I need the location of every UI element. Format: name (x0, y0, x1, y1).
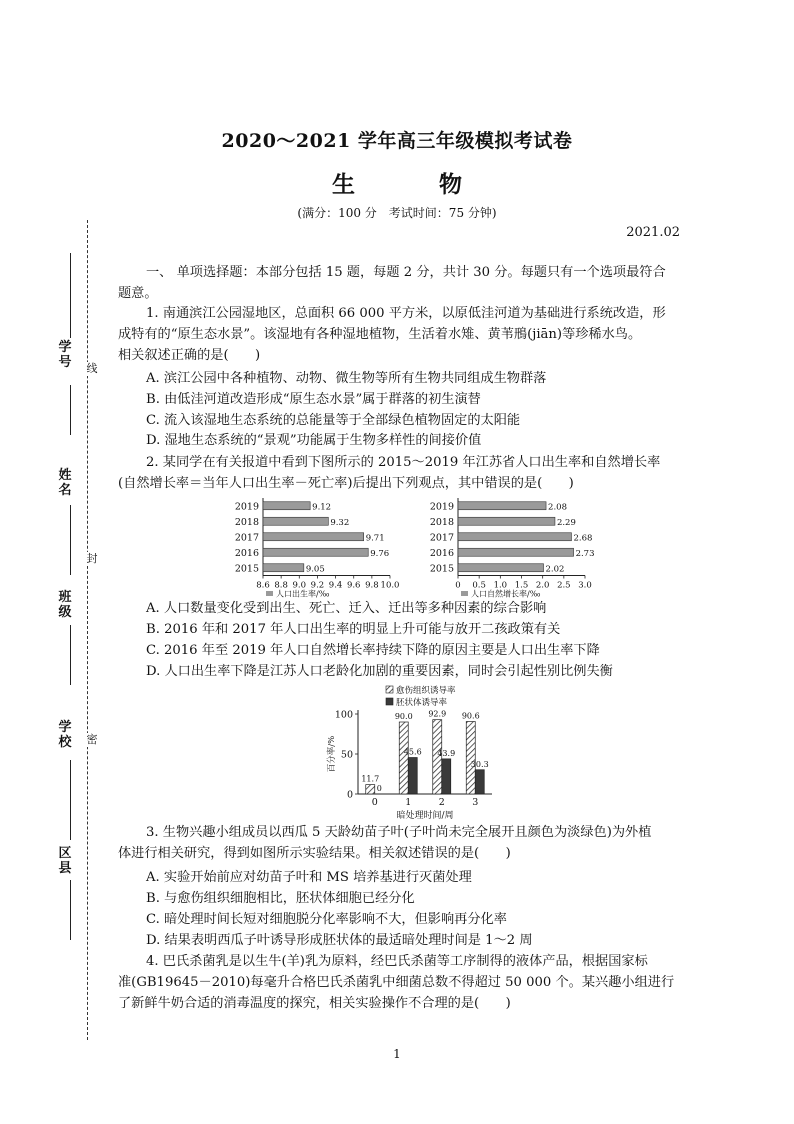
q3-stem-line1: 3. 生物兴趣小组成员以西瓜 5 天龄幼苗子叶(子叶尚未完全展开且颜色为淡绿色)为外植 (146, 825, 652, 840)
callus-value-label: 92.9 (428, 709, 447, 719)
growth-rate-bar (458, 548, 574, 556)
birth-rate-tick-label: 9.4 (328, 580, 343, 591)
binding-dashed-line (87, 220, 88, 1040)
growth-rate-category-label: 2018 (429, 516, 454, 528)
q1-option-c: C. 流入该湿地生态系统的总能量等于全部绿色植物固定的太阳能 (146, 413, 521, 428)
birth-rate-tick-label: 10.0 (380, 580, 400, 591)
q1-option-b: B. 由低洼河道改造形成“原生态水景”属于群落的初生演替 (146, 392, 481, 407)
callus-induction-bar (399, 722, 408, 794)
binding-mark-line: 线 (86, 362, 98, 375)
legend-solid-swatch (386, 698, 393, 705)
q2-option-a: A. 人口数量变化受到出生、死亡、迁入、迁出等多种因素的综合影响 (146, 601, 547, 616)
dark-chart-x-tick-label: 3 (472, 797, 479, 808)
binding-label-school: 学校 (58, 720, 72, 750)
growth-rate-x-label: 人口自然增长率/‰ (471, 589, 541, 599)
growth-rate-bar (458, 517, 555, 525)
binding-label-name: 姓名 (58, 468, 72, 498)
callus-value-label: 11.7 (361, 774, 380, 784)
birth-rate-value-label: 9.05 (305, 564, 325, 575)
birth-rate-chart (225, 494, 400, 599)
growth-rate-bar (458, 533, 571, 541)
binding-label-student-id: 学号 (58, 340, 72, 370)
subject-title: 生 物 (331, 171, 500, 198)
birth-rate-category-label: 2015 (234, 563, 259, 575)
legend-embryoid-label: 胚状体诱导率 (396, 698, 448, 708)
growth-rate-category-label: 2019 (429, 501, 454, 513)
growth-rate-category-label: 2017 (429, 532, 454, 544)
q4-stem-line1: 4. 巴氏杀菌乳是以生牛(羊)乳为原料，经巴氏杀菌等工序制得的液体产品，根据国家标 (146, 954, 648, 969)
birth-rate-bar (263, 548, 368, 556)
q1-stem-line2: 成特有的“原生态水景”。该湿地有各种湿地植物，生活着水雉、黄苇鳽(jiān)等珍稀水鸟。 (118, 327, 642, 342)
birth-rate-category-label: 2019 (234, 501, 259, 513)
growth-rate-tick-label: 2.0 (535, 580, 550, 591)
exam-title: 2020～2021 学年高三年级模拟考试卷 (221, 130, 573, 152)
birth-rate-bar (263, 533, 364, 541)
growth-rate-tick-label: 2.5 (557, 580, 571, 591)
school-underline (70, 760, 71, 840)
legend-hatch-swatch (386, 686, 393, 693)
birth-rate-value-label: 9.71 (365, 533, 385, 544)
dark-chart-y-tick-label: 100 (334, 709, 353, 721)
callus-value-label: 90.6 (461, 711, 480, 721)
q2-stem-line2: (自然增长率＝当年人口出生率－死亡率)后提出下列观点，其中错误的是( ) (118, 476, 574, 491)
embryoid-value-label: 43.9 (437, 748, 456, 758)
embryoid-value-label: 30.3 (470, 759, 489, 769)
binding-mark-secret: 密 (86, 733, 98, 746)
dark-chart-x-tick-label: 1 (405, 797, 412, 808)
q1-stem-line1: 1. 南通滨江公园湿地区，总面积 66 000 平方米，以原低洼河道为基础进行系统改造，形 (146, 306, 666, 321)
binding-label-district: 区县 (58, 846, 72, 876)
q1-option-a: A. 滨江公园中各种植物、动物、微生物等所有生物共同组成生物群落 (146, 371, 547, 386)
birth-rate-x-label: 人口出生率/‰ (276, 589, 330, 599)
q1-stem-line3: 相关叙述正确的是( ) (118, 348, 261, 363)
district-underline (70, 880, 71, 940)
dark-treatment-chart (320, 682, 520, 824)
growth-rate-value-label: 2.02 (545, 564, 565, 575)
dark-chart-y-label: 百分率/% (327, 735, 337, 773)
q3-option-b: B. 与愈伤组织细胞相比，胚状体细胞已经分化 (146, 891, 415, 906)
q3-option-c: C. 暗处理时间长短对细胞脱分化率影响不大，但影响再分化率 (146, 912, 507, 927)
callus-value-label: 90.0 (394, 712, 413, 721)
q3-option-d: D. 结果表明西瓜子叶诱导形成胚状体的最适暗处理时间是 1～2 周 (146, 933, 533, 948)
dark-chart-x-label: 暗处理时间/周 (396, 811, 454, 821)
growth-rate-tick-label: 3.0 (578, 580, 592, 591)
student-id-underline (70, 253, 71, 338)
q3-option-a: A. 实验开始前应对幼苗子叶和 MS 培养基进行灭菌处理 (146, 870, 472, 885)
birth-rate-tick-label: 8.8 (274, 580, 288, 591)
callus-induction-bar (466, 722, 475, 794)
embryoid-induction-bar (475, 770, 484, 794)
birth-rate-bar (263, 502, 310, 510)
embryoid-value-label: 45.6 (403, 747, 422, 757)
page-number: 1 (393, 1047, 401, 1061)
binding-label-class: 班级 (58, 590, 72, 620)
name-underline-bottom (70, 505, 71, 575)
q2-option-c: C. 2016 年至 2019 年人口自然增长率持续下降的原因主要是人口出生率下降 (146, 643, 600, 658)
embryoid-induction-bar (408, 758, 417, 794)
q2-option-d: D. 人口出生率下降是江苏人口老龄化加剧的重要因素，同时会引起性别比例失衡 (146, 664, 613, 679)
birth-rate-value-label: 9.12 (312, 502, 332, 513)
section-heading-line1: 一、 单项选择题：本部分包括 15 题，每题 2 分，共计 30 分。每题只有一个选项最符合 (146, 265, 666, 280)
growth-rate-category-label: 2016 (429, 547, 454, 559)
birth-rate-bar (263, 517, 328, 525)
growth-rate-value-label: 2.29 (556, 517, 576, 528)
growth-rate-value-label: 2.68 (573, 533, 593, 544)
q2-stem-line1: 2. 某同学在有关报道中看到下图所示的 2015～2019 年江苏省人口出生率和自然增长率 (146, 455, 661, 470)
q3-stem-line2: 体进行相关研究，得到如图所示实验结果。相关叙述错误的是( ) (118, 846, 511, 861)
q1-option-d: D. 湿地生态系统的“景观”功能属于生物多样性的间接价值 (146, 433, 482, 448)
birth-rate-value-label: 9.32 (330, 517, 350, 528)
birth-rate-tick-label: 9.2 (310, 580, 325, 591)
birth-rate-value-label: 9.76 (370, 548, 390, 559)
birth-rate-tick-label: 9.0 (292, 580, 307, 591)
class-underline (70, 625, 71, 685)
dark-chart-y-tick-label: 50 (340, 749, 353, 761)
birth-rate-category-label: 2017 (234, 532, 259, 544)
growth-rate-bar (458, 564, 544, 572)
growth-rate-tick-label: 1.0 (493, 580, 508, 591)
growth-rate-tick-label: 1.5 (514, 580, 529, 591)
q4-stem-line2: 准(GB19645－2010)每毫升合格巴氏杀菌乳中细菌总数不得超过 50 000 个。某兴趣小组进行 (118, 975, 675, 990)
legend-callus-label: 愈伤组织诱导率 (396, 686, 456, 696)
birth-rate-category-label: 2018 (234, 516, 259, 528)
exam-meta: (满分：100 分 考试时间：75 分钟) (297, 206, 497, 220)
birth-rate-tick-label: 9.6 (346, 580, 361, 591)
dark-chart-x-tick-label: 2 (438, 797, 445, 808)
natural-growth-rate-chart (420, 494, 595, 599)
dark-chart-x-tick-label: 0 (371, 797, 378, 808)
growth-rate-value-label: 2.08 (548, 502, 567, 513)
growth-rate-tick-label: 0 (455, 580, 461, 591)
q2-option-b: B. 2016 年和 2017 年人口出生率的明显上升可能与放开二孩政策有关 (146, 622, 561, 637)
section-heading-line2: 题意。 (118, 286, 158, 301)
birth-rate-bar (263, 564, 304, 572)
callus-induction-bar (366, 785, 375, 794)
birth-rate-tick-label: 8.6 (256, 580, 270, 591)
growth-rate-bar (458, 502, 546, 510)
name-underline-top (70, 385, 71, 435)
binding-mark-seal: 封 (86, 552, 98, 565)
embryoid-induction-bar (442, 759, 451, 794)
growth-rate-tick-label: 0.5 (472, 580, 486, 591)
embryoid-value-label: 0 (376, 784, 382, 793)
birth-rate-category-label: 2016 (234, 547, 259, 559)
birth-rate-tick-label: 9.8 (365, 580, 379, 591)
exam-date: 2021.02 (626, 225, 680, 240)
dark-chart-y-tick-label: 0 (346, 789, 353, 801)
growth-rate-category-label: 2015 (429, 563, 454, 575)
growth-rate-value-label: 2.73 (575, 548, 595, 559)
q4-stem-line3: 了新鲜牛奶合适的消毒温度的探究，相关实验操作不合理的是( ) (118, 996, 511, 1011)
